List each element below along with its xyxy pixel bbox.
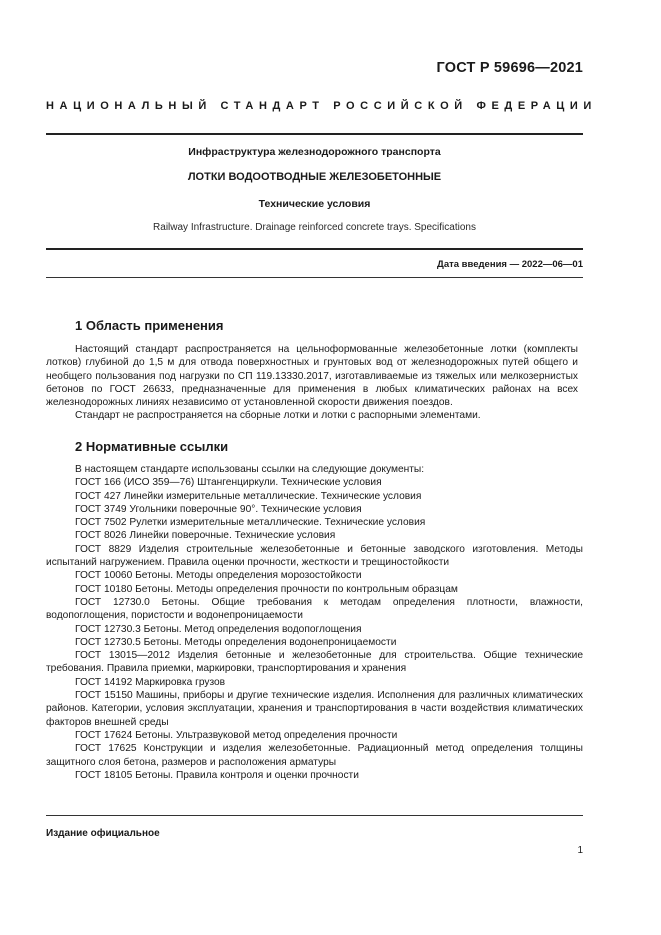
title-divider	[46, 248, 583, 250]
english-title: Railway Infrastructure. Drainage reinforced concrete trays. Specifications	[153, 222, 476, 233]
references-list	[46, 463, 583, 782]
reference-item: ГОСТ 13015—2012 Изделия бетонные и железобетонные для строительства. Общие технические требования. Правила приемки, маркировки, транспортирования и хранения	[46, 650, 583, 675]
reference-item: ГОСТ 3749 Угольники поверочные 90°. Технические условия	[75, 503, 362, 515]
document-title: ЛОТКИ ВОДООТВОДНЫЕ ЖЕЛЕЗОБЕТОННЫЕ	[187, 171, 442, 183]
national-standard-heading: НАЦИОНАЛЬНЫЙ СТАНДАРТ РОССИЙСКОЙ ФЕДЕРАЦИИ	[46, 100, 597, 112]
official-edition-label: Издание официальное	[46, 828, 160, 839]
document-code: ГОСТ Р 59696—2021	[436, 60, 583, 76]
date-divider	[46, 277, 583, 278]
reference-item: ГОСТ 166 (ИСО 359—76) Штангенциркули. Технические условия	[75, 477, 382, 489]
section-1-heading: 1 Область применения	[75, 318, 224, 333]
page-number: 1	[577, 845, 583, 856]
reference-item: ГОСТ 17624 Бетоны. Ультразвуковой метод определения прочности	[75, 729, 398, 741]
reference-item: ГОСТ 18105 Бетоны. Правила контроля и оценки прочности	[75, 769, 359, 781]
section-1-paragraph-2: Стандарт не распространяется на сборные лотки и лотки с распорными элементами.	[75, 410, 481, 421]
reference-item: ГОСТ 8026 Линейки поверочные. Технические условия	[75, 530, 336, 542]
top-divider	[46, 133, 583, 135]
document-subtitle: Технические условия	[258, 198, 371, 210]
reference-item: ГОСТ 15150 Машины, приборы и другие технические изделия. Исполнения для различных климатических районов. Категории, условия эксплуатации, хранения и транспортирования в части воздействия климатических факторов внешней среды	[46, 690, 583, 728]
footer-divider	[46, 815, 583, 816]
reference-item: ГОСТ 8829 Изделия строительные железобетонные и бетонные заводского изготовления. Методы испытаний нагружением. Правила оценки прочности, жесткости и трещиностойкости	[46, 543, 583, 569]
reference-item: ГОСТ 12730.5 Бетоны. Методы определения водонепроницаемости	[75, 636, 397, 648]
section-1-paragraph-1: Настоящий стандарт распространяется на цельноформованные железобетонные лотки (комплекты лотков) глубиной до 1,5 м для отвода поверхностных и грунтовых вод от железнодорожных путей общего и необщего пользования под нагрузки по СП 119.13330.2017, изготавливаемые из тяжелых или мелкозернистых бетонов по ГОСТ 26633, предназначенные для применения в любых климатических районах на всех железнодорожных линиях независимо от установленной скорости движения поездов.	[46, 344, 578, 409]
references-intro: В настоящем стандарте использованы ссылки на следующие документы:	[75, 464, 425, 475]
effective-date: Дата введения — 2022—06—01	[437, 259, 583, 270]
reference-item: ГОСТ 10180 Бетоны. Методы определения прочности по контрольным образцам	[75, 583, 458, 595]
reference-item: ГОСТ 10060 Бетоны. Методы определения морозостойкости	[75, 570, 362, 582]
reference-item: ГОСТ 14192 Маркировка грузов	[75, 676, 226, 688]
reference-item: ГОСТ 17625 Конструкции и изделия железобетонные. Радиационный метод определения толщины защитного слоя бетона, размеров и расположения арматуры	[46, 743, 583, 768]
section-2-heading: 2 Нормативные ссылки	[75, 439, 229, 454]
infrastructure-line: Инфраструктура железнодорожного транспорта	[188, 146, 441, 158]
reference-item: ГОСТ 12730.0 Бетоны. Общие требования к методам определения плотности, влажности, водопоглощения, пористости и водонепроницаемости	[46, 596, 583, 622]
reference-item: ГОСТ 427 Линейки измерительные металлические. Технические условия	[75, 490, 422, 502]
reference-item: ГОСТ 12730.3 Бетоны. Метод определения водопоглощения	[75, 623, 362, 635]
reference-item: ГОСТ 7502 Рулетки измерительные металлические. Технические условия	[75, 517, 426, 529]
